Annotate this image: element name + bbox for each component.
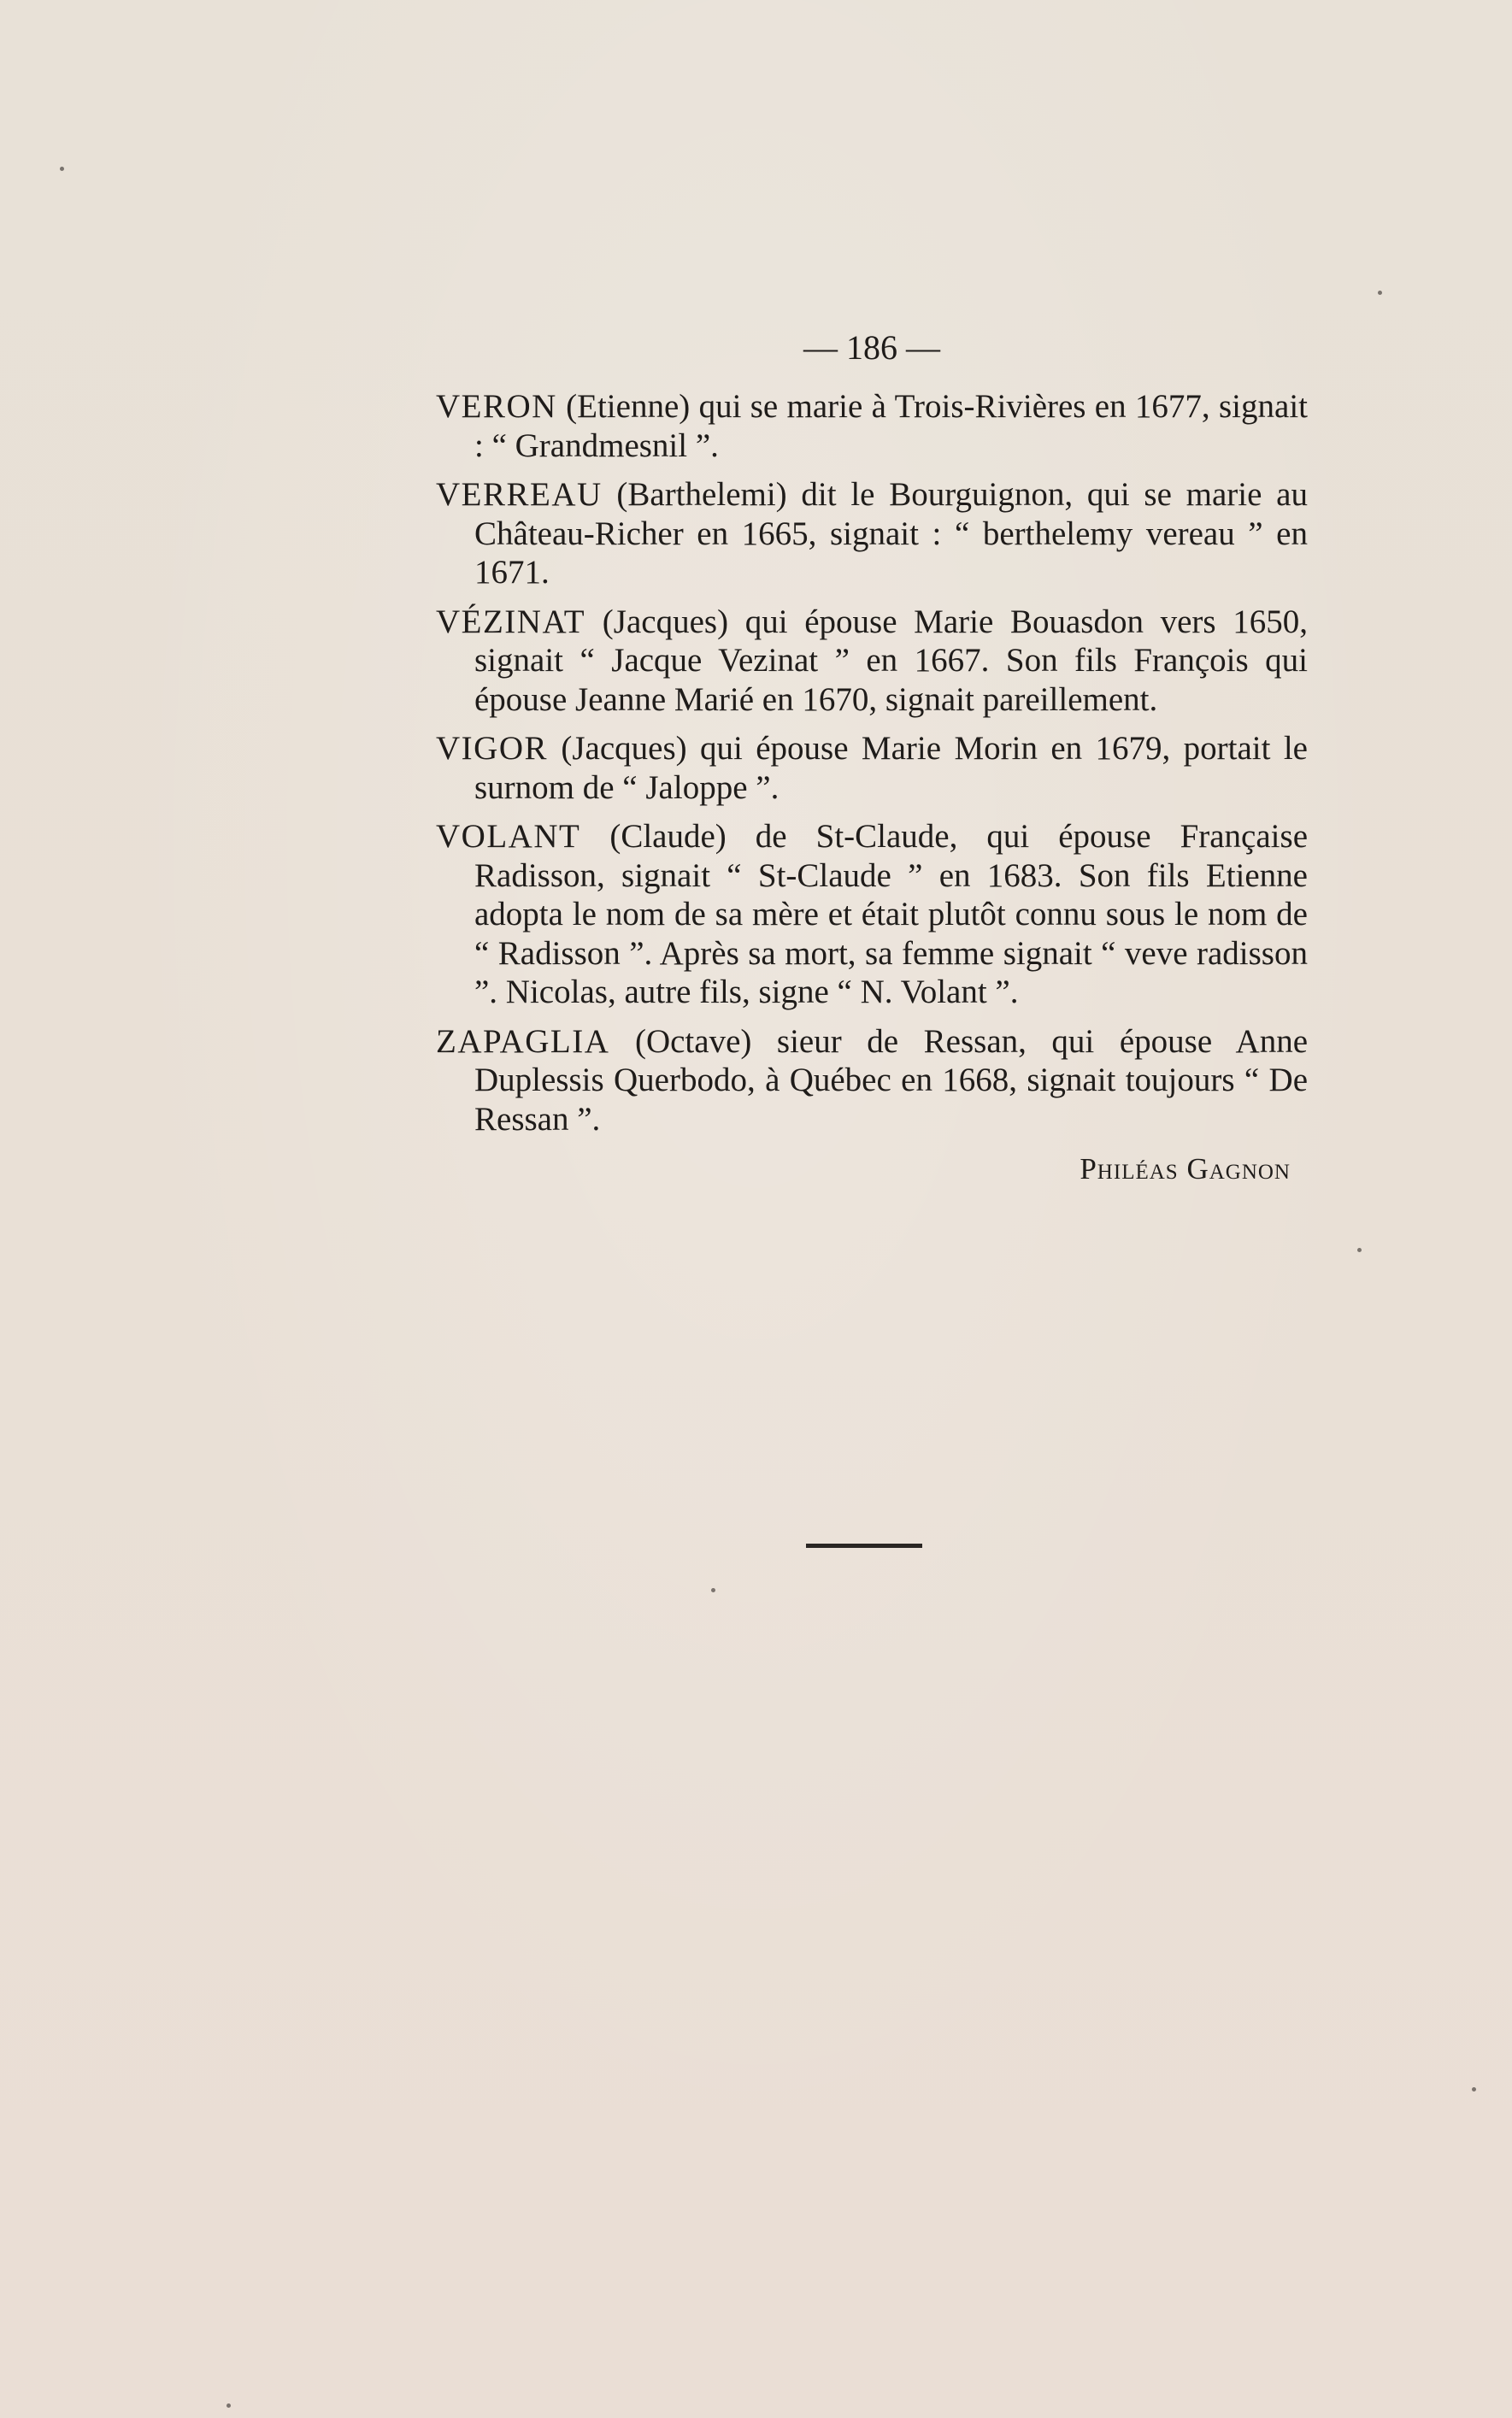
entry-veron (436, 387, 1308, 465)
entry-text: (Octave) sieur de Ressan, qui épouse Anne Duplessis Querbodo, à Québec en 1668, signait toujours “ De Ressan ”. (474, 1022, 1308, 1138)
entry-volant (436, 817, 1308, 1012)
entry-name: VÉZINAT (436, 603, 586, 640)
entry-text: (Etienne) qui se marie à Trois-Rivières en 1677, signait : “ Grandmesnil ”. (474, 388, 1308, 464)
entry-text: (Jacques) qui épouse Marie Morin en 1679, portait le surnom de “ Jaloppe ”. (474, 730, 1308, 806)
entry-vigor (436, 729, 1308, 807)
entry-text: (Claude) de St-Claude, qui épouse Française Radisson, signait “ St-Claude ” en 1683. Son fils Etienne adopta le nom de sa mère et était plutôt connu sous le nom de “ Radisson ”. Après sa mort, sa femme signait “ veve radisson ”. Nicolas, autre fils, signe “ N. Volant ”. (474, 818, 1308, 1010)
text-block (436, 329, 1308, 1188)
paper-speck (60, 167, 64, 171)
entry-name: VERON (436, 388, 557, 425)
paper-speck (227, 2403, 231, 2408)
entry-verreau (436, 475, 1308, 592)
entry-name: VERREAU (436, 476, 603, 513)
entry-name: ZAPAGLIA (436, 1022, 610, 1060)
paper-speck (711, 1588, 715, 1592)
author-signature: Philéas Gagnon (1080, 1152, 1291, 1185)
paper-speck (1378, 291, 1382, 295)
entry-text: (Jacques) qui épouse Marie Bouasdon vers 1650, signait “ Jacque Vezinat ” en 1667. Son fils François qui épouse Jeanne Marié en 1670, signait pareillement. (474, 603, 1308, 718)
paper-speck (1472, 2087, 1476, 2091)
entry-text: (Barthelemi) dit le Bourguignon, qui se marie au Château-Richer en 1665, signait : “ berthelemy vereau ” en 1671. (474, 476, 1308, 591)
page-number: — 186 — (803, 328, 940, 367)
entry-name: VIGOR (436, 730, 548, 767)
entry-zapaglia (436, 1022, 1308, 1139)
paper-speck (1357, 1248, 1362, 1252)
entry-name: VOLANT (436, 818, 581, 855)
entry-vezinat (436, 603, 1308, 720)
end-rule (806, 1544, 922, 1548)
